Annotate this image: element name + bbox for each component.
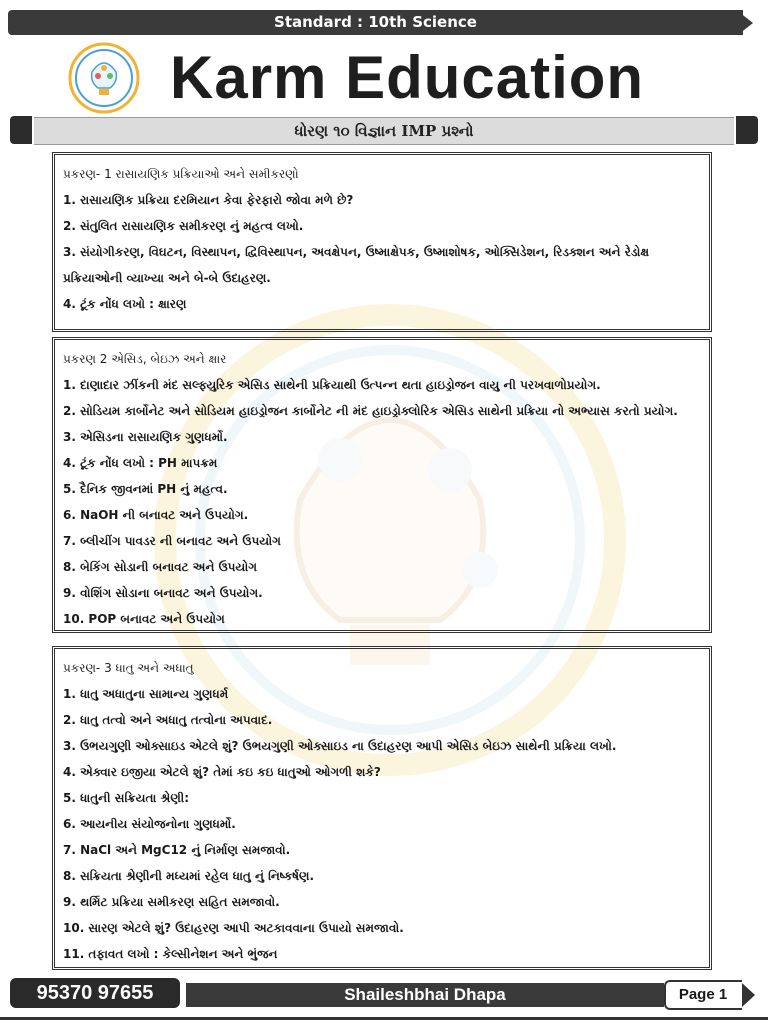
list-item: 5. ધાતુની સક્રિયતા શ્રેણી: [63,791,190,805]
subtitle-cap-right [736,116,758,144]
list-item: 7. બ્લીચીંગ પાવડર ની બનાવટ અને ઉપયોગ [63,534,281,548]
footer-divider [0,1017,768,1020]
subtitle-cap-left [10,116,32,144]
list-item: 10. POP બનાવટ અને ઉપયોગ [63,612,225,626]
list-item: 1. ધાતુ અધાતુના સામાન્ય ગુણધર્મ [63,687,229,701]
list-item: 3. ઉભયગુણી ઓક્સાઇડ એટલે શું? ઉભયગુણી ઓક્સાઇડ ના ઉદાહરણ આપી એસિડ બેઇઝ સાથેની પ્રક્રિયા લખો. [63,739,617,753]
list-item: 9. વોશિંગ સોડાના બનાવટ અને ઉપયોગ. [63,586,263,600]
list-item: પ્રક્રિયાઓની વ્યાખ્યા અને બે-બે ઉદાહરણ. [63,271,271,285]
list-item: 10. સારણ એટલે શું? ઉદાહરણ આપી અટકાવવાના ઉપાયો સમજાવો. [63,921,404,935]
list-item: 11. તફાવત લખો : કેલ્સીનેશન અને ભુંજન [63,947,278,961]
list-item: 5. દૈનિક જીવનમાં PH નું મહત્વ. [63,482,228,496]
chapter-1-box [52,152,712,332]
list-item: 4. ટૂંક નોંધ લખો : PH માપક્રમ [63,456,218,470]
list-item: 1. રાસાયણિક પ્રક્રિયા દરમિયાન કેવા ફેરફારો જોવા મળે છે? [63,193,354,207]
brand-title: Karm Education [170,44,645,111]
chapter-3-box [52,646,712,970]
list-item: 2. સંતુલિત રાસાયણિક સમીકરણ નું મહત્વ લખો. [63,219,304,233]
page-tab-arrow-icon [742,983,755,1007]
phone-number: 95370 97655 [10,978,180,1008]
list-item: 2. સોડિયમ કાર્બોનેટ અને સોડિયમ હાઇડ્રોજન કાર્બોનેટ ની મંદ હાઇડ્રોક્લોરિક એસિડ સાથેની પ્રક્રિયા નો અભ્યાસ કરતો પ્રયોગ. [63,404,678,418]
list-item: 4. ટૂંક નોંધ લખો : ક્ષારણ [63,297,187,311]
list-item: 6. આયનીય સંયોજનોના ગુણધર્મો. [63,817,236,831]
list-item: 9. થર્મિટ પ્રક્રિયા સમીકરણ સહિત સમજાવો. [63,895,280,909]
chapter-3-title: પ્રકરણ- 3 ધાતુ અને અધાતુ [63,661,194,675]
subtitle-text: ધોરણ ૧૦ વિજ્ઞાન IMP પ્રશ્નો [34,117,734,145]
subtitle-banner [10,116,758,144]
list-item: 3. સંયોગીકરણ, વિઘટન, વિસ્થાપન, દ્વિવિસ્થાપન, અવક્ષેપન, ઉષ્માક્ષેપક, ઉષ્માશોષક, ઓક્સિડેશન, રિડક્શન અને રેડોક્ષ [63,245,650,259]
list-item: 7. NaCl અને MgC12 નું નિર્માણ સમજાવો. [63,843,291,857]
standard-label: Standard : 10th Science [274,13,477,31]
chapter-2-title: પ્રકરણ 2 એસિડ, બેઇઝ અને ક્ષાર [63,352,227,366]
list-item: 6. NaOH ની બનાવટ અને ઉપયોગ. [63,508,249,522]
page-number-tab [664,980,756,1010]
page-number: Page 1 [678,986,728,1003]
chapter-2-box [52,337,712,633]
list-item: 4. એક્વાર ઇજીયા એટલે શું? તેમાં કઇ કઇ ધાતુઓ ઓગળી શકે? [63,765,381,779]
author-name: Shaileshbhai Dhapa [186,983,664,1007]
list-item: 8. બેકિંગ સોડાની બનાવટ અને ઉપયોગ [63,560,258,574]
karm-logo [68,42,140,114]
list-item: 1. દાણાદાર ઝીંકની મંદ સલ્ફ્યુરિક એસિડ સાથેની પ્રક્રિયાથી ઉત્પન્ન થતા હાઇડ્રોજન વાયુ ની પરખવાળોપ્રયોગ. [63,378,601,392]
list-item: 3. એસિડના રાસાયણિક ગુણધર્મો. [63,430,228,444]
chapter-1-title: પ્રકરણ- 1 રાસાયણિક પ્રક્રિયાઓ અને સમીકરણો [63,167,299,181]
list-item: 2. ધાતુ તત્વો અને અધાતુ તત્વોના અપવાદ. [63,713,273,727]
standard-banner [8,10,753,35]
list-item: 8. સક્રિયતા શ્રેણીની મધ્યમાં રહેલ ધાતુ નું નિષ્કર્ષણ. [63,869,315,883]
